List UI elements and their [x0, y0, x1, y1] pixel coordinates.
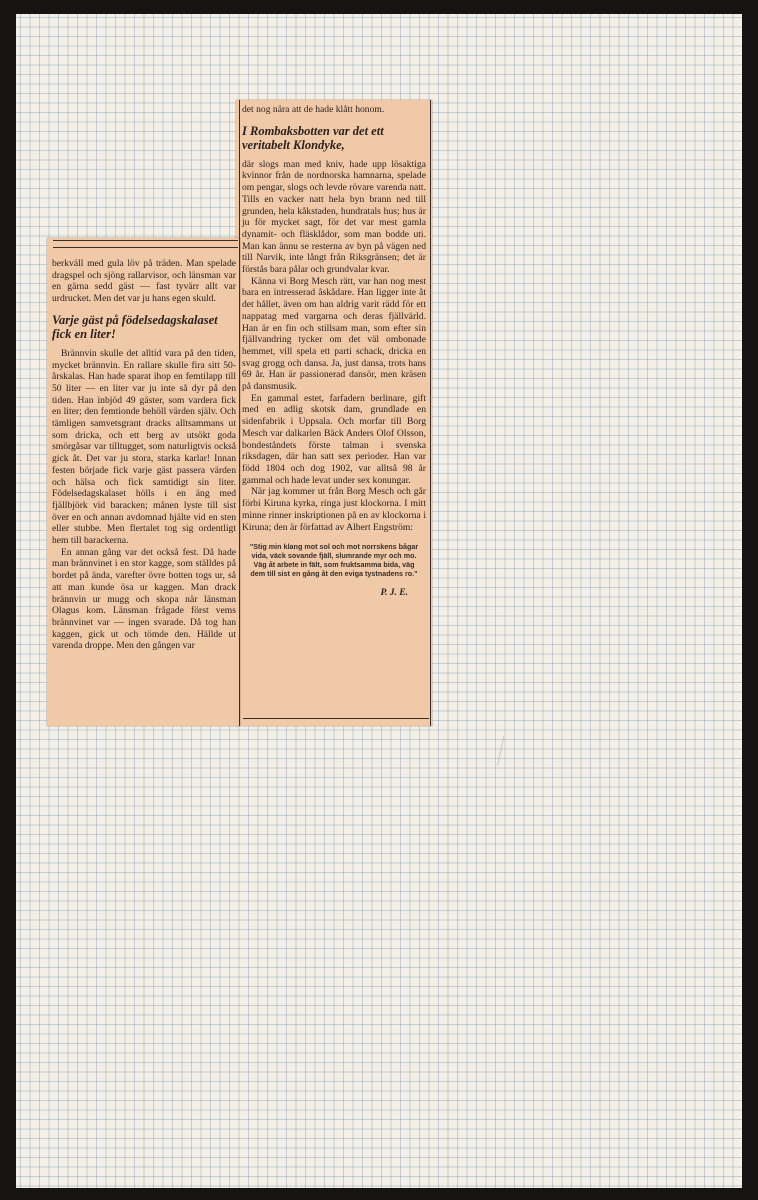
article-left-column: [52, 258, 236, 652]
right-paragraph-5: När jag kommer ut från Borg Mesch och går förbi Kiruna kyrka, ringa just klockorna. I mitt minne rinner inskriptionen på en av klockorna i Kiruna; den är författad av Albert Engström:: [242, 486, 426, 533]
left-paragraph-3: En annan gång var det också fest. Då hade man brännvinet i en stor kagge, som ställdes på bordet på ända, varefter övre botten togs ur, så att man kunde ösa ur kaggen. Man drack brännvin ur mugg och skopa när länsman Olagus kom. Länsman frågade först vems brännvinet var — ingen svarade. Då tog han kaggen, gick ut och tömde den. Hällde ut varenda droppe. Men den gången var: [52, 546, 236, 652]
article-right-column: [242, 104, 426, 600]
right-paragraph-1: det nog nära att de hade klått honom.: [242, 104, 385, 115]
column-top-rule-inner: [53, 247, 238, 248]
left-subheading: Varje gäst på födelsedagskalaset fick en liter!: [52, 312, 218, 341]
bell-inscription-quote: "Stig min klang mot sol och mot norrskens bågar vida, väck sovande fjäll, slumrande myr och mo. Väg åt arbete in fält, som fruktsamma bida, väg dem till sist en gång åt den eviga tystnadens ro.": [249, 542, 419, 578]
column-top-rule: [53, 240, 238, 241]
author-signature: P. J. E.: [380, 588, 408, 599]
right-subheading: I Rombaksbotten var det ett veritabelt Klondyke,: [242, 123, 384, 152]
left-paragraph-2: Brännvin skulle det alltid vara på den tiden, mycket brännvin. En rallare skulle fira sitt 50-årskalas. Han hade sparat ihop en femtilapp till 50 liter — en liter var ju inte så dyr på den tiden. Han inbjöd 49 gäster, som vardera fick en liter; den femtionde behöll värden själv. Och tämligen samvetsgrant dracks alltsammans ut som dricka, och ett berg av utsökt goda smörgåsar var tilltugget, som naturligtvis också gick åt. Det var ju stora, starka karlar! Innan festen började fick varje gäst passera värden och hälsa och fick samtidigt sin liter. Födelsedagskalaset hölls i en äng med fjällbjörk vid baracken; månen lyste till sist över en och annan avdomnad hjälte vid en sten eller stubbe. Men flertalet tog sig ordentligt hem till barackerna.: [52, 347, 236, 547]
right-paragraph-2: där slogs man med kniv, hade upp lösaktiga kvinnor från de nordnorska hamnarna, spelade om pengar, slogs och levde rövare varenda natt. Tills en vacker natt hela byn brann ned till grunden, hela kåkstaden, hundratals hus; hus är ju för mycket sagt, för det var mest gamla dynamit- och fläsklådor, som man bodde uti. Man kan ännu se resterna av byn på vägen ned till Narvik, inte långt från Riksgränsen; det är förstås bara pålar och grundvalar kvar.: [242, 158, 426, 276]
column-bottom-rule: [243, 718, 429, 719]
column-divider: [239, 100, 240, 726]
column-right-edge: [430, 100, 431, 726]
left-paragraph-1: berkväll med gula löv på träden. Man spelade dragspel och sjöng rallarvisor, och länsman var en gärna sedd gäst — fast tyvärr allt var urdrucket. Men det var ju hans egen skuld.: [52, 258, 236, 305]
right-paragraph-4: En gammal estet, farfadern berlinare, gift med en adlig skotsk dam, grundlade en sidenfabrik i Uppsala. Och morfar till Borg Mesch var dalkarlen Bäck Anders Olof Olsson, bondeståndets förste talman i svenska riksdagen, där han satt sex perioder. Han var född 1804 och dog 1902, var alltså 98 år gammal och hade levat under sex konungar.: [242, 392, 426, 486]
right-paragraph-3: Känna vi Borg Mesch rätt, var han nog mest bara en intresserad åskådare. Han ligger inte åt det hållet, även om han aldrig varit rädd för ett nappatag med vargarna och deras fjällvärld. Han är en fin och stillsam man, som efter sin fjällvandring tycker om det väl ombonade hemmet, vill spela ett parti schack, dricka en svag grogg och dansa. Ja, just dansa, trots hans 69 år. Han är passionerad dansör, men kräsen på dansmusik.: [242, 275, 426, 393]
